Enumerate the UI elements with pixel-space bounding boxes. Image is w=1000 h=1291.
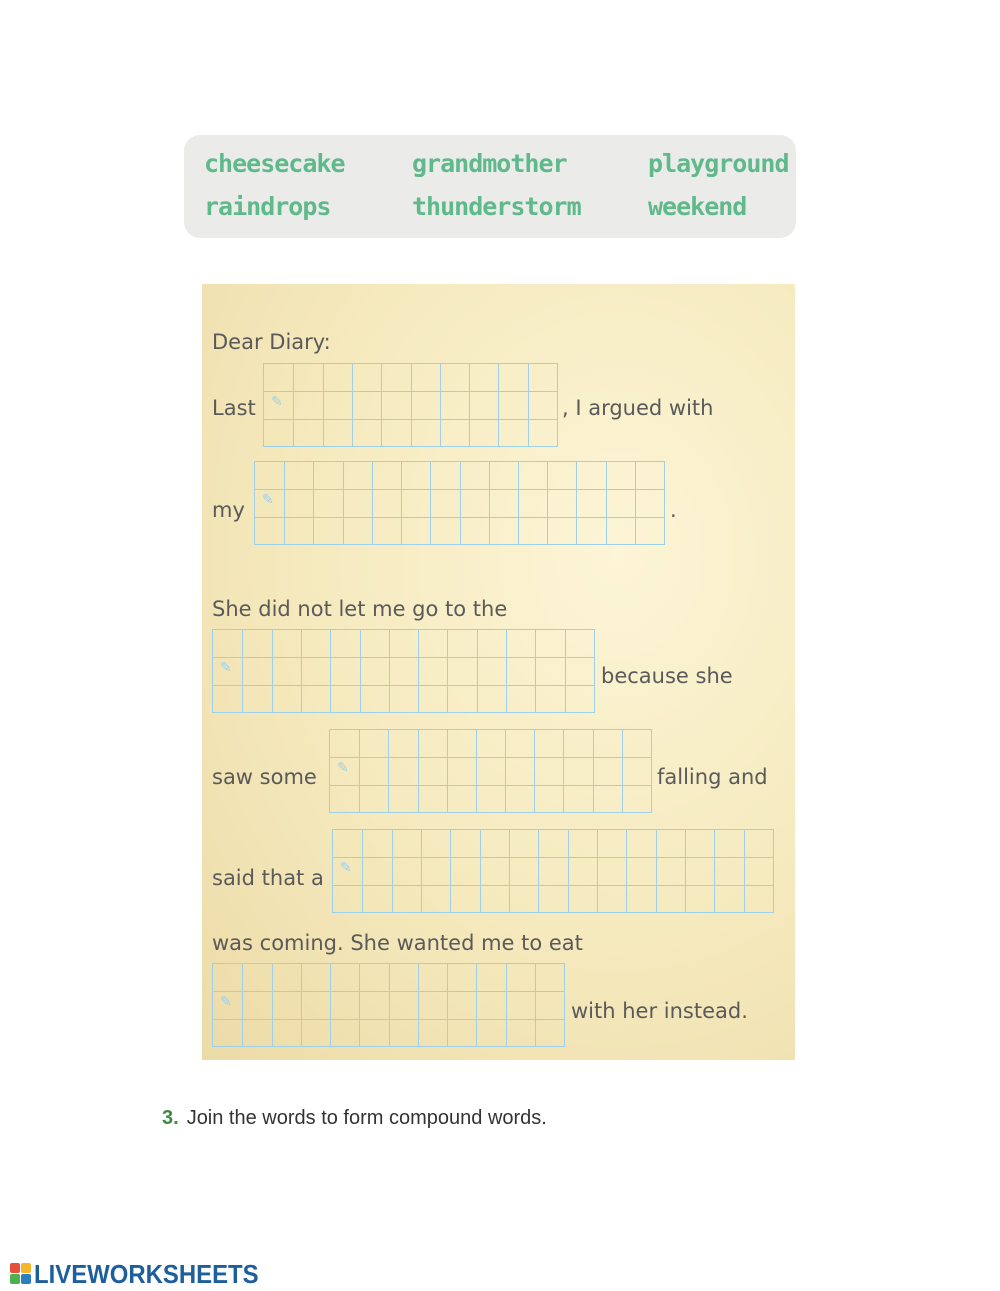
grid-line: [389, 630, 390, 712]
grid-line: [418, 630, 419, 712]
grid-line: [313, 462, 314, 544]
grid-line: [333, 857, 773, 858]
word-bank-item: weekend: [648, 192, 747, 221]
grid-line: [242, 964, 243, 1046]
grid-line: [372, 462, 373, 544]
grid-line: [388, 730, 389, 812]
grid-line: [255, 517, 664, 518]
grid-line: [330, 757, 651, 758]
grid-line: [411, 364, 412, 446]
grid-line: [477, 630, 478, 712]
pencil-icon: ✎: [262, 491, 274, 507]
grid-line: [359, 730, 360, 812]
grid-line: [352, 364, 353, 446]
grid-line: [362, 830, 363, 912]
grid-line: [440, 364, 441, 446]
grid-line: [447, 964, 448, 1046]
grid-line: [264, 391, 557, 392]
grid-line: [563, 730, 564, 812]
grid-line: [301, 630, 302, 712]
grid-line: [447, 730, 448, 812]
grid-line: [343, 462, 344, 544]
grid-line: [284, 462, 285, 544]
grid-line: [272, 964, 273, 1046]
diary-panel: [202, 284, 795, 1060]
answer-grid-2[interactable]: [254, 461, 665, 545]
logo-blocks-icon: [10, 1263, 32, 1285]
diary-text-line: She did not let me go to the: [212, 597, 508, 621]
grid-line: [568, 830, 569, 912]
grid-line: [476, 964, 477, 1046]
grid-line: [593, 730, 594, 812]
diary-greeting: Dear Diary:: [212, 330, 331, 354]
logo-text: LIVEWORKSHEETS: [34, 1258, 259, 1289]
grid-line: [685, 830, 686, 912]
grid-line: [323, 364, 324, 446]
grid-line: [213, 685, 594, 686]
liveworksheets-logo: [10, 1259, 278, 1289]
grid-line: [498, 364, 499, 446]
word-bank-item: grandmother: [412, 149, 567, 178]
pencil-icon: ✎: [337, 759, 349, 775]
grid-line: [293, 364, 294, 446]
grid-line: [450, 830, 451, 912]
diary-text-line: said that a: [212, 866, 324, 890]
grid-line: [418, 730, 419, 812]
grid-line: [447, 630, 448, 712]
word-bank-item: playground: [648, 149, 789, 178]
grid-line: [635, 462, 636, 544]
grid-line: [534, 730, 535, 812]
grid-line: [622, 730, 623, 812]
diary-text-line: falling and: [657, 765, 768, 789]
diary-text-line: , I argued with: [562, 396, 714, 420]
grid-line: [538, 830, 539, 912]
diary-text-line: Last: [212, 396, 256, 420]
grid-line: [421, 830, 422, 912]
diary-text-line: my: [212, 498, 245, 522]
grid-line: [242, 630, 243, 712]
word-bank-item: raindrops: [204, 192, 331, 221]
grid-line: [255, 489, 664, 490]
grid-line: [213, 1019, 564, 1020]
instruction-text: Join the words to form compound words.: [186, 1107, 547, 1129]
grid-line: [480, 830, 481, 912]
grid-line: [460, 462, 461, 544]
grid-line: [535, 964, 536, 1046]
grid-line: [656, 830, 657, 912]
grid-line: [213, 657, 594, 658]
diary-text-line: was coming. She wanted me to eat: [212, 931, 583, 955]
grid-line: [535, 630, 536, 712]
grid-line: [506, 630, 507, 712]
pencil-icon: ✎: [220, 659, 232, 675]
grid-line: [489, 462, 490, 544]
grid-line: [597, 830, 598, 912]
grid-line: [430, 462, 431, 544]
pencil-icon: ✎: [340, 859, 352, 875]
grid-line: [505, 730, 506, 812]
grid-line: [418, 964, 419, 1046]
grid-line: [506, 964, 507, 1046]
grid-line: [518, 462, 519, 544]
word-bank-item: thunderstorm: [412, 192, 581, 221]
grid-line: [392, 830, 393, 912]
grid-line: [547, 462, 548, 544]
answer-grid-5[interactable]: [332, 829, 774, 913]
word-bank: [184, 135, 796, 238]
grid-line: [213, 991, 564, 992]
grid-line: [626, 830, 627, 912]
grid-line: [528, 364, 529, 446]
grid-line: [301, 964, 302, 1046]
grid-line: [509, 830, 510, 912]
grid-line: [476, 730, 477, 812]
answer-grid-4[interactable]: [329, 729, 652, 813]
grid-line: [330, 964, 331, 1046]
answer-grid-3[interactable]: [212, 629, 595, 713]
answer-grid-1[interactable]: [263, 363, 558, 447]
grid-line: [264, 419, 557, 420]
grid-line: [565, 630, 566, 712]
grid-line: [359, 964, 360, 1046]
pencil-icon: ✎: [220, 993, 232, 1009]
grid-line: [360, 630, 361, 712]
grid-line: [330, 785, 651, 786]
grid-line: [714, 830, 715, 912]
grid-line: [469, 364, 470, 446]
word-bank-item: cheesecake: [204, 149, 345, 178]
grid-line: [333, 885, 773, 886]
answer-grid-6[interactable]: [212, 963, 565, 1047]
grid-line: [272, 630, 273, 712]
grid-line: [389, 964, 390, 1046]
diary-text-line: saw some: [212, 765, 317, 789]
grid-line: [744, 830, 745, 912]
grid-line: [330, 630, 331, 712]
pencil-icon: ✎: [271, 393, 283, 409]
instruction-number: 3.: [162, 1107, 179, 1129]
grid-line: [381, 364, 382, 446]
instruction: [162, 1107, 547, 1130]
grid-line: [401, 462, 402, 544]
diary-text-line: with her instead.: [571, 999, 748, 1023]
diary-text-line: .: [670, 498, 677, 522]
diary-text-line: because she: [601, 664, 733, 688]
grid-line: [576, 462, 577, 544]
grid-line: [606, 462, 607, 544]
